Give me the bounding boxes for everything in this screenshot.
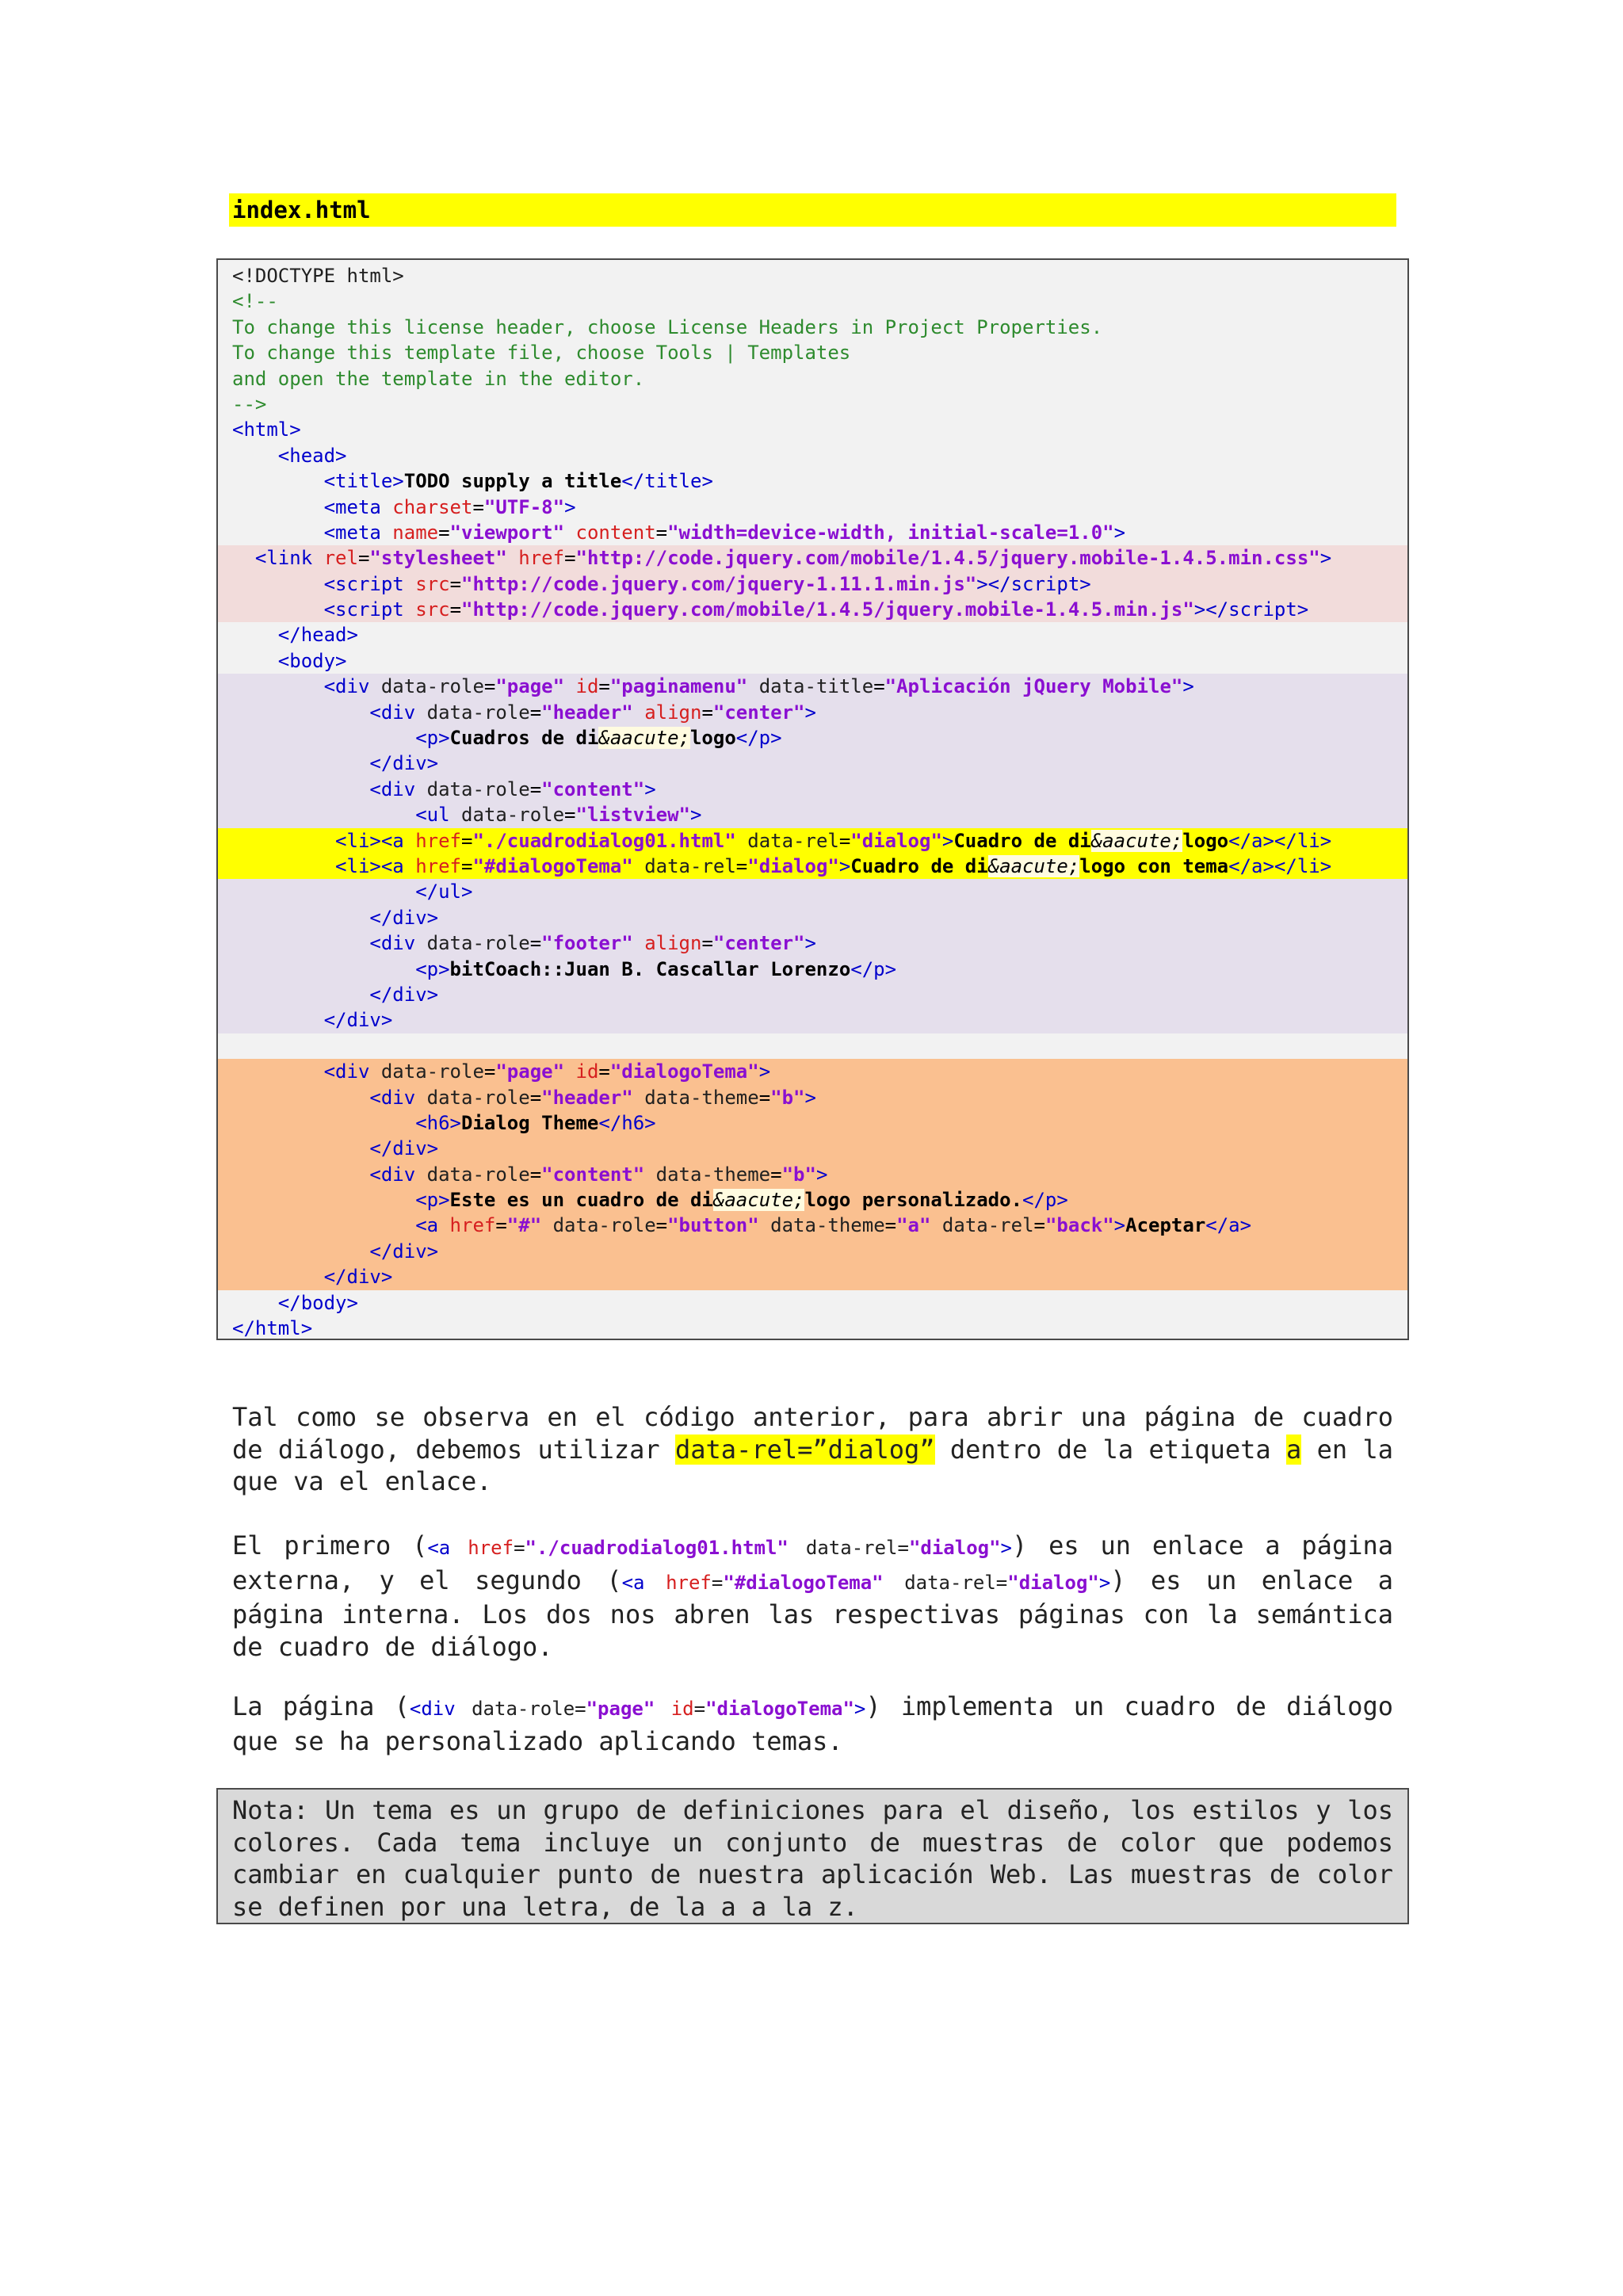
code-line: <p>bitCoach::Juan B. Cascallar Lorenzo</p> xyxy=(218,957,1407,982)
code-line: <h6>Dialog Theme</h6> xyxy=(218,1110,1407,1136)
code-line: To change this template file, choose Tools | Templates xyxy=(232,342,851,365)
code-line: </head> xyxy=(277,624,358,647)
code-line: --> xyxy=(232,392,267,415)
code-line: <title>TODO supply a title</title> xyxy=(323,470,713,493)
code-line: <!DOCTYPE html> xyxy=(232,265,404,287)
code-line xyxy=(218,1033,1407,1059)
code-line: </div> xyxy=(218,1264,1407,1289)
code-line: <ul data-role="listview"> xyxy=(218,802,1407,827)
code-line: <head> xyxy=(277,444,347,467)
code-line: </div> xyxy=(218,1007,1407,1033)
code-line: <div data-role="header" data-theme="b"> xyxy=(218,1085,1407,1110)
code-line: </div> xyxy=(218,982,1407,1007)
code-line: <meta name="viewport" content="width=device-width, initial-scale=1.0"> xyxy=(323,521,1126,544)
code-line: <meta charset="UTF-8"> xyxy=(323,495,576,518)
code-line: <li><a href="./cuadrodialog01.html" data-rel="dialog">Cuadro de di&aacute;logo</a></li> xyxy=(218,828,1407,854)
code-line: </div> xyxy=(218,1239,1407,1264)
code-line: </div> xyxy=(218,905,1407,930)
paragraph: El primero (<a href="./cuadrodialog01.html" data-rel="dialog">) es un enlace a página externa, y el segundo (<a href="#dialogoTema" data-rel="dialog">) es un enlace a página interna. Los dos nos abren las respectivas páginas con la semántica de cuadro de diálogo. xyxy=(232,1530,1394,1662)
code-line: <div data-role="header" align="center"> xyxy=(218,700,1407,725)
note-box: Nota: Un tema es un grupo de definiciones para el diseño, los estilos y los colores. Cada tema incluye un conjunto de muestras de color que podemos cambiar en cualquier punto de nuestra aplicación Web. Las muestras de color se definen por una letra, de la a a la z. xyxy=(216,1788,1409,1924)
file-name-label: index.html xyxy=(229,193,1396,227)
code-line: <p>Cuadros de di&aacute;logo</p> xyxy=(218,725,1407,751)
code-line: <li><a href="#dialogoTema" data-rel="dialog">Cuadro de di&aacute;logo con tema</a></li> xyxy=(218,854,1407,879)
code-line: <!-- xyxy=(232,290,278,313)
code-line: To change this license header, choose License Headers in Project Properties. xyxy=(232,315,1103,338)
code-line: </html> xyxy=(232,1317,313,1340)
paragraph: La página (<div data-role="page" id="dialogoTema">) implementa un cuadro de diálogo que se ha personalizado aplicando temas. xyxy=(232,1691,1394,1756)
code-line: <body> xyxy=(277,649,347,672)
paragraph: Tal como se observa en el código anterior, para abrir una página de cuadro de diálogo, debemos utilizar data-rel=”dialog” dentro de la etiqueta a en la que va el enlace. xyxy=(232,1402,1394,1496)
code-line: <a href="#" data-role="button" data-theme="a" data-rel="back">Aceptar</a> xyxy=(218,1213,1407,1238)
code-line: <script src="http://code.jquery.com/mobile/1.4.5/jquery.mobile-1.4.5.min.js"></script> xyxy=(218,597,1407,622)
code-line: <html> xyxy=(232,418,301,441)
code-block xyxy=(216,258,1409,1340)
code-line: <div data-role="content" data-theme="b"> xyxy=(218,1162,1407,1187)
code-line: <link rel="stylesheet" href="http://code.jquery.com/mobile/1.4.5/jquery.mobile-1.4.5.min.css"> xyxy=(218,545,1407,571)
code-line: and open the template in the editor. xyxy=(232,367,645,390)
code-line: </body> xyxy=(277,1291,358,1314)
code-line: </div> xyxy=(218,751,1407,776)
code-line: </ul> xyxy=(218,879,1407,904)
code-line: <div data-role="page" id="paginamenu" data-title="Aplicación jQuery Mobile"> xyxy=(218,674,1407,699)
code-line: </div> xyxy=(218,1136,1407,1161)
code-line: <div data-role="content"> xyxy=(218,777,1407,802)
code-line: <script src="http://code.jquery.com/jquery-1.11.1.min.js"></script> xyxy=(218,571,1407,597)
code-line: <div data-role="footer" align="center"> xyxy=(218,930,1407,956)
code-line: <div data-role="page" id="dialogoTema"> xyxy=(218,1059,1407,1084)
code-line: <p>Este es un cuadro de di&aacute;logo personalizado.</p> xyxy=(218,1187,1407,1213)
